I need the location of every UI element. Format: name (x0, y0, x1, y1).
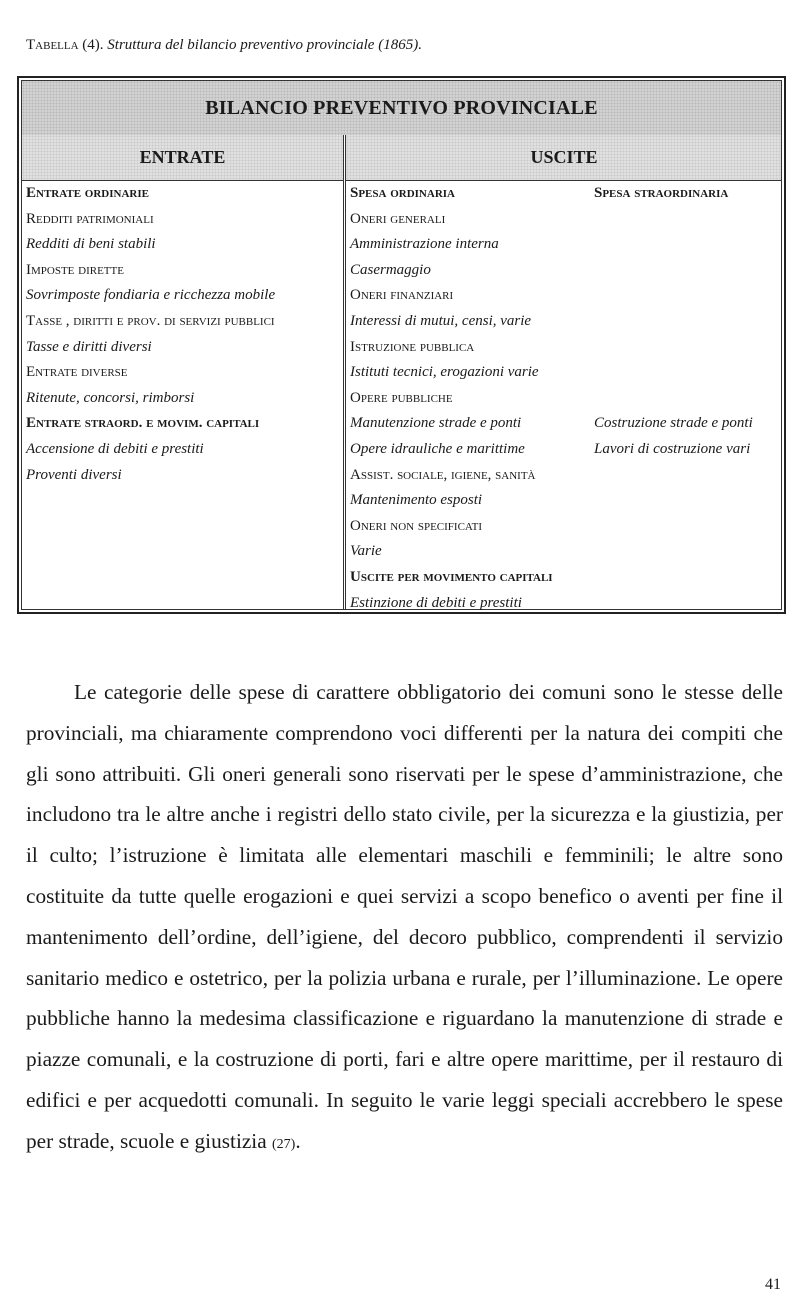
spesa-ordinaria-row: Casermaggio (350, 261, 431, 278)
spesa-ordinaria-row: Oneri generali (350, 210, 446, 227)
spesa-ordinaria-row: Manutenzione strade e ponti (350, 415, 522, 432)
entrate-row: Ritenute, concorsi, rimborsi (26, 389, 195, 406)
table-title: BILANCIO PREVENTIVO PROVINCIALE (22, 81, 781, 136)
spesa-ordinaria-row: Oneri finanziari (350, 287, 454, 304)
caption-title: Struttura del bilancio preventivo provinciale (1865). (107, 37, 422, 53)
body-paragraph (26, 672, 783, 1166)
spesa-ordinaria-row: Istituti tecnici, erogazioni varie (350, 364, 539, 381)
spesa-ordinaria-row: Amministrazione interna (350, 236, 499, 253)
uscite-header: USCITE (530, 147, 598, 167)
paragraph-end-punct: . (295, 1128, 301, 1153)
paragraph-text: Le categorie delle spese di carattere obbligatorio dei comuni sono le stesse delle provinciali, ma chiaramente comprendono voci differenti per la natura dei compiti che gli sono attribuiti. Gli oneri generali sono riservati per le spese d’amministrazione, che includono tra le altre anche i registri dello stato civile, per la sicurezza e la giustizia, per il culto; l’istruzione è limitata alle elementari maschili e femminili; le altre sono costituite da tutte quelle erogazioni e quei servizi a scopo benefico o aventi per fine il mantenimento dell’ordine, dell’igiene, del decoro pubblico, comprendenti il servizio sanitario medico e ostetrico, per la polizia urbana e rurale, per l’illuminazione. Le opere pubbliche hanno la medesima classificazione e riguardano la manutenzione di strade e piazze comunali, e la costruzione di porti, fari e altre opere marittime, per il restauro di edifici e per acquedotti comunali. In seguito le varie leggi speciali accrebbero le spese per strade, scuole e giustizia (26, 680, 783, 1153)
spesa-straordinaria-row: Spesa straordinaria (594, 185, 729, 201)
spesa-ordinaria-row: Uscite per movimento capitali (350, 569, 553, 585)
spesa-straordinaria-row: Costruzione strade e ponti (594, 415, 753, 432)
entrate-row: Entrate ordinarie (26, 185, 149, 201)
entrate-row: Entrate straord. e movim. capitali (26, 415, 260, 432)
spesa-ordinaria-row: Oneri non specificati (350, 517, 483, 534)
entrate-row: Tasse , diritti e prov. di servizi pubblici (26, 313, 275, 329)
page-number: 41 (765, 1276, 781, 1293)
entrate-row: Entrate diverse (26, 364, 128, 381)
spesa-ordinaria-row: Interessi di mutui, censi, varie (350, 313, 532, 329)
entrate-row: Tasse e diritti diversi (26, 338, 152, 355)
footnote-reference: (27) (272, 1136, 296, 1152)
entrate-row: Redditi di beni stabili (26, 236, 156, 253)
spesa-ordinaria-row: Mantenimento esposti (350, 492, 483, 509)
spesa-ordinaria-row: Assist. sociale, igiene, sanità (350, 466, 536, 483)
entrate-row: Redditi patrimoniali (26, 210, 154, 227)
entrate-row: Proventi diversi (26, 466, 122, 483)
spesa-straordinaria-row: Lavori di costruzione vari (594, 441, 751, 457)
entrate-row: Accensione di debiti e prestiti (26, 441, 204, 457)
entrate-header: ENTRATE (139, 147, 226, 167)
entrate-row: Sovrimposte fondiaria e ricchezza mobile (26, 287, 276, 304)
spesa-ordinaria-row: Istruzione pubblica (350, 338, 475, 355)
spesa-ordinaria-row: Spesa ordinaria (350, 185, 455, 201)
table-caption (26, 37, 422, 54)
spesa-ordinaria-row: Opere idrauliche e marittime (350, 441, 525, 457)
budget-table-inner (21, 80, 782, 610)
table-body (22, 181, 781, 609)
spesa-ordinaria-row: Opere pubbliche (350, 389, 453, 406)
spesa-ordinaria-row: Varie (350, 543, 382, 560)
caption-label: Tabella (4). (26, 37, 104, 53)
spesa-ordinaria-row: Estinzione di debiti e prestiti (350, 594, 522, 611)
table-subheader-row (22, 135, 781, 181)
budget-table (17, 76, 786, 614)
entrate-row: Imposte dirette (26, 261, 124, 278)
